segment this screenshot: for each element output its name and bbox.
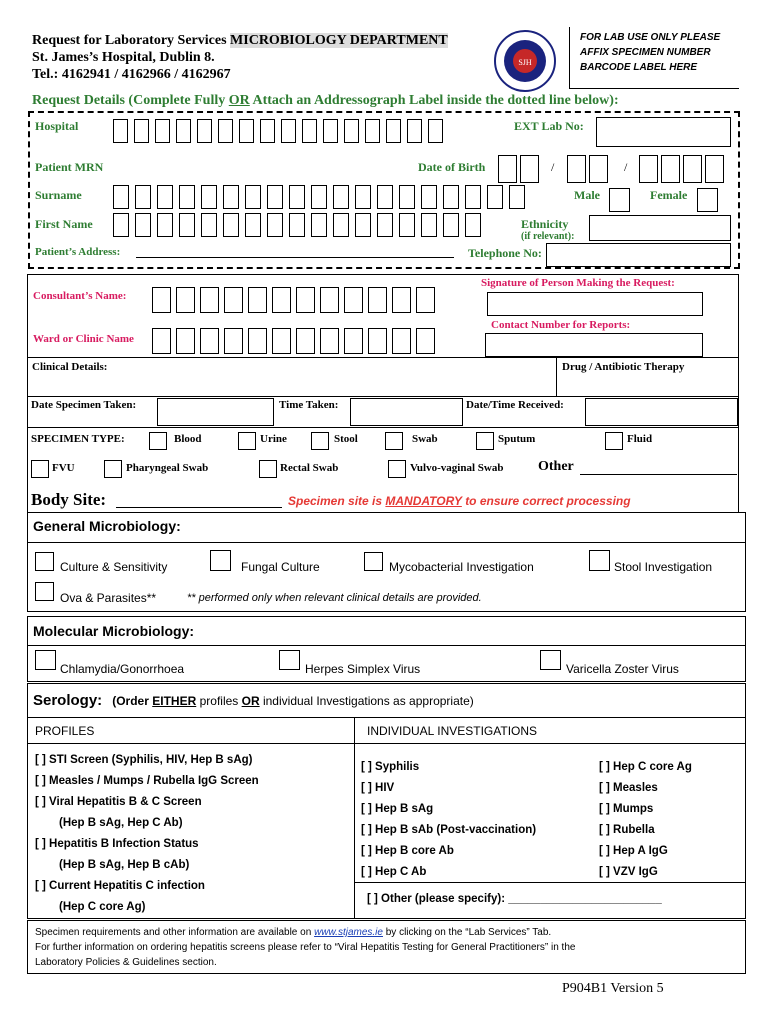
fluid-label: Fluid xyxy=(627,433,653,445)
culture-checkbox[interactable] xyxy=(35,552,54,571)
individual-hiv[interactable]: [ ] HIV xyxy=(361,782,395,794)
profile-sti[interactable]: [ ] STI Screen (Syphilis, HIV, Hep B sAg) xyxy=(35,754,253,766)
blood-checkbox[interactable] xyxy=(149,432,167,450)
form-header xyxy=(32,32,448,83)
serology-header: Serology: (Order EITHER profiles OR individual Investigations as appropriate) xyxy=(33,692,474,709)
hospital-label: Hospital xyxy=(35,119,79,133)
profile-viral-hep[interactable]: [ ] Viral Hepatitis B & C Screen xyxy=(35,796,202,808)
ext-lab-input[interactable] xyxy=(596,117,731,147)
stool-checkbox[interactable] xyxy=(311,432,329,450)
footer-info: Specimen requirements and other information are available on www.stjames.ie by clicking on the “Lab Services” Tab. For further information on ordering hepatitis screens please refer to “Viral Hepatitis Testing for General Practitioners” in the Laboratory Policies & Guidelines section. xyxy=(27,920,746,974)
consultant-label: Consultant’s Name: xyxy=(33,290,127,302)
molecular-title: Molecular Microbiology: xyxy=(33,623,195,639)
ova-checkbox[interactable] xyxy=(35,582,54,601)
dob-label: Date of Birth xyxy=(418,160,486,174)
request-details-title: Request Details (Complete Fully OR Attach an Addressograph Label inside the dotted line below): xyxy=(32,93,619,108)
profiles-list xyxy=(35,750,259,918)
department-name: MICROBIOLOGY DEPARTMENT xyxy=(230,33,448,48)
time-taken-input[interactable] xyxy=(350,398,463,426)
sputum-label: Sputum xyxy=(498,433,536,445)
fungal-checkbox[interactable] xyxy=(210,550,231,571)
male-label: Male xyxy=(574,188,600,202)
individual-right-list xyxy=(599,757,692,883)
dob-slash-1: / xyxy=(551,160,555,174)
male-checkbox[interactable] xyxy=(609,188,630,212)
herpes-checkbox[interactable] xyxy=(279,650,300,670)
telephone-input[interactable] xyxy=(546,243,731,267)
individual-hep-a[interactable]: [ ] Hep A IgG xyxy=(599,845,668,857)
individual-hep-c-core[interactable]: [ ] Hep C core Ag xyxy=(599,761,692,773)
contact-number-label: Contact Number for Reports: xyxy=(491,319,631,331)
hospital-seal xyxy=(493,29,557,93)
profiles-header: PROFILES xyxy=(35,724,95,738)
contact-number-input[interactable] xyxy=(485,333,703,357)
patient-mrn-label: Patient MRN xyxy=(35,160,104,174)
if-relevant-label: (if relevant): xyxy=(521,231,575,242)
stool-label: Stool xyxy=(334,433,358,445)
first-name-input[interactable] xyxy=(113,213,487,237)
ethnicity-input[interactable] xyxy=(589,215,731,241)
serology-divider xyxy=(27,717,746,718)
vulvo-label: Vulvo-vaginal Swab xyxy=(410,462,504,474)
herpes-label: Herpes Simplex Virus xyxy=(305,662,421,676)
serology-title: Serology: xyxy=(33,692,103,709)
swab-checkbox[interactable] xyxy=(385,432,403,450)
ward-input[interactable] xyxy=(152,328,441,354)
blood-label: Blood xyxy=(174,433,202,445)
culture-label: Culture & Sensitivity xyxy=(60,560,168,574)
dob-slash-2: / xyxy=(624,160,628,174)
urine-label: Urine xyxy=(260,433,287,445)
serology-column-divider xyxy=(354,717,355,919)
chlamydia-label: Chlamydia/Gonorrhoea xyxy=(60,662,185,676)
individual-hep-c-ab[interactable]: [ ] Hep C Ab xyxy=(361,866,427,878)
profile-hep-b-detail: (Hep B sAg, Hep B cAb) xyxy=(59,859,190,871)
mandatory-note: Specimen site is MANDATORY to ensure correct processing xyxy=(288,494,631,508)
varicella-checkbox[interactable] xyxy=(540,650,561,670)
fungal-label: Fungal Culture xyxy=(241,560,320,574)
individual-mumps[interactable]: [ ] Mumps xyxy=(599,803,654,815)
date-received-input[interactable] xyxy=(585,398,738,426)
serology-other[interactable]: [ ] Other (please specify): ________________________ xyxy=(367,893,662,905)
female-checkbox[interactable] xyxy=(697,188,718,212)
urine-checkbox[interactable] xyxy=(238,432,256,450)
chlamydia-checkbox[interactable] xyxy=(35,650,56,670)
stool-investigation-checkbox[interactable] xyxy=(589,550,610,571)
individual-left-list xyxy=(361,757,536,883)
rectal-checkbox[interactable] xyxy=(259,460,277,478)
mycobacterial-checkbox[interactable] xyxy=(364,552,383,571)
date-received-label: Date/Time Received: xyxy=(466,399,564,411)
specimen-type-label: SPECIMEN TYPE: xyxy=(31,433,125,445)
fvu-checkbox[interactable] xyxy=(31,460,49,478)
varicella-label: Varicella Zoster Virus xyxy=(566,662,679,676)
fluid-checkbox[interactable] xyxy=(605,432,623,450)
stjames-link[interactable]: www.stjames.ie xyxy=(314,927,383,938)
first-name-label: First Name xyxy=(35,217,93,231)
pharyngeal-checkbox[interactable] xyxy=(104,460,122,478)
header-title: Request for Laboratory Services xyxy=(32,33,227,48)
general-micro-title: General Microbiology: xyxy=(33,518,181,534)
stool-investigation-label: Stool Investigation xyxy=(614,560,713,574)
consultant-input[interactable] xyxy=(152,287,441,313)
profile-hep-c-detail: (Hep C core Ag) xyxy=(59,901,146,913)
individual-hep-b-core[interactable]: [ ] Hep B core Ab xyxy=(361,845,454,857)
signature-label: Signature of Person Making the Request: xyxy=(481,277,675,289)
address-label: Patient’s Address: xyxy=(35,246,121,258)
time-taken-label: Time Taken: xyxy=(279,399,339,411)
dob-day-input[interactable] xyxy=(498,155,545,183)
serology-header-divider xyxy=(27,743,746,744)
address-input[interactable] xyxy=(136,245,454,258)
clinical-divider xyxy=(556,357,557,397)
profile-hep-b-status[interactable]: [ ] Hepatitis B Infection Status xyxy=(35,838,199,850)
version-label: P904B1 Version 5 xyxy=(562,981,664,996)
lab-use-label-area: FOR LAB USE ONLY PLEASE AFFIX SPECIMEN NUMBER BARCODE LABEL HERE xyxy=(569,27,739,89)
individual-hep-b-sab[interactable]: [ ] Hep B sAb (Post-vaccination) xyxy=(361,824,537,836)
vulvo-checkbox[interactable] xyxy=(388,460,406,478)
profile-mmr[interactable]: [ ] Measles / Mumps / Rubella IgG Screen xyxy=(35,775,259,787)
female-label: Female xyxy=(650,188,688,202)
ethnicity-label: Ethnicity xyxy=(521,217,569,231)
sputum-checkbox[interactable] xyxy=(476,432,494,450)
dob-year-input[interactable] xyxy=(639,155,730,183)
profile-viral-hep-detail: (Hep B sAg, Hep C Ab) xyxy=(59,817,183,829)
svg-text:SJH: SJH xyxy=(518,58,532,67)
individual-vzv[interactable]: [ ] VZV IgG xyxy=(599,866,658,878)
hospital-input[interactable] xyxy=(113,119,449,143)
other-specimen-input[interactable] xyxy=(580,461,737,475)
other-specimen-label: Other xyxy=(538,459,574,474)
signature-input[interactable] xyxy=(487,292,703,316)
individual-syphilis[interactable]: [ ] Syphilis xyxy=(361,761,420,773)
telephone-label: Telephone No: xyxy=(468,246,542,260)
individual-measles[interactable]: [ ] Measles xyxy=(599,782,658,794)
dob-month-input[interactable] xyxy=(567,155,614,183)
profile-hep-c[interactable]: [ ] Current Hepatitis C infection xyxy=(35,880,205,892)
surname-input[interactable] xyxy=(113,185,531,209)
ova-note: ** performed only when relevant clinical details are provided. xyxy=(187,592,482,604)
individual-hep-b-sag[interactable]: [ ] Hep B sAg xyxy=(361,803,434,815)
fvu-label: FVU xyxy=(52,462,75,474)
telephone-numbers: Tel.: 4162941 / 4162966 / 4162967 xyxy=(32,67,231,82)
hospital-address: St. James’s Hospital, Dublin 8. xyxy=(32,50,215,65)
ward-label: Ward or Clinic Name xyxy=(33,333,134,345)
drug-therapy-label: Drug / Antibiotic Therapy xyxy=(562,361,685,373)
date-taken-input[interactable] xyxy=(157,398,274,426)
ova-label: Ova & Parasites** xyxy=(60,591,157,605)
other-divider xyxy=(354,882,746,883)
body-site-label: Body Site: xyxy=(31,490,107,509)
surname-label: Surname xyxy=(35,188,82,202)
individual-header: INDIVIDUAL INVESTIGATIONS xyxy=(367,724,538,738)
date-taken-label: Date Specimen Taken: xyxy=(31,399,137,411)
mycobacterial-label: Mycobacterial Investigation xyxy=(389,560,534,574)
pharyngeal-label: Pharyngeal Swab xyxy=(126,462,209,474)
ext-lab-label: EXT Lab No: xyxy=(514,119,584,133)
clinical-details-label: Clinical Details: xyxy=(32,361,108,373)
swab-label: Swab xyxy=(412,433,438,445)
body-site-input[interactable] xyxy=(116,492,282,508)
individual-rubella[interactable]: [ ] Rubella xyxy=(599,824,655,836)
rectal-label: Rectal Swab xyxy=(280,462,339,474)
